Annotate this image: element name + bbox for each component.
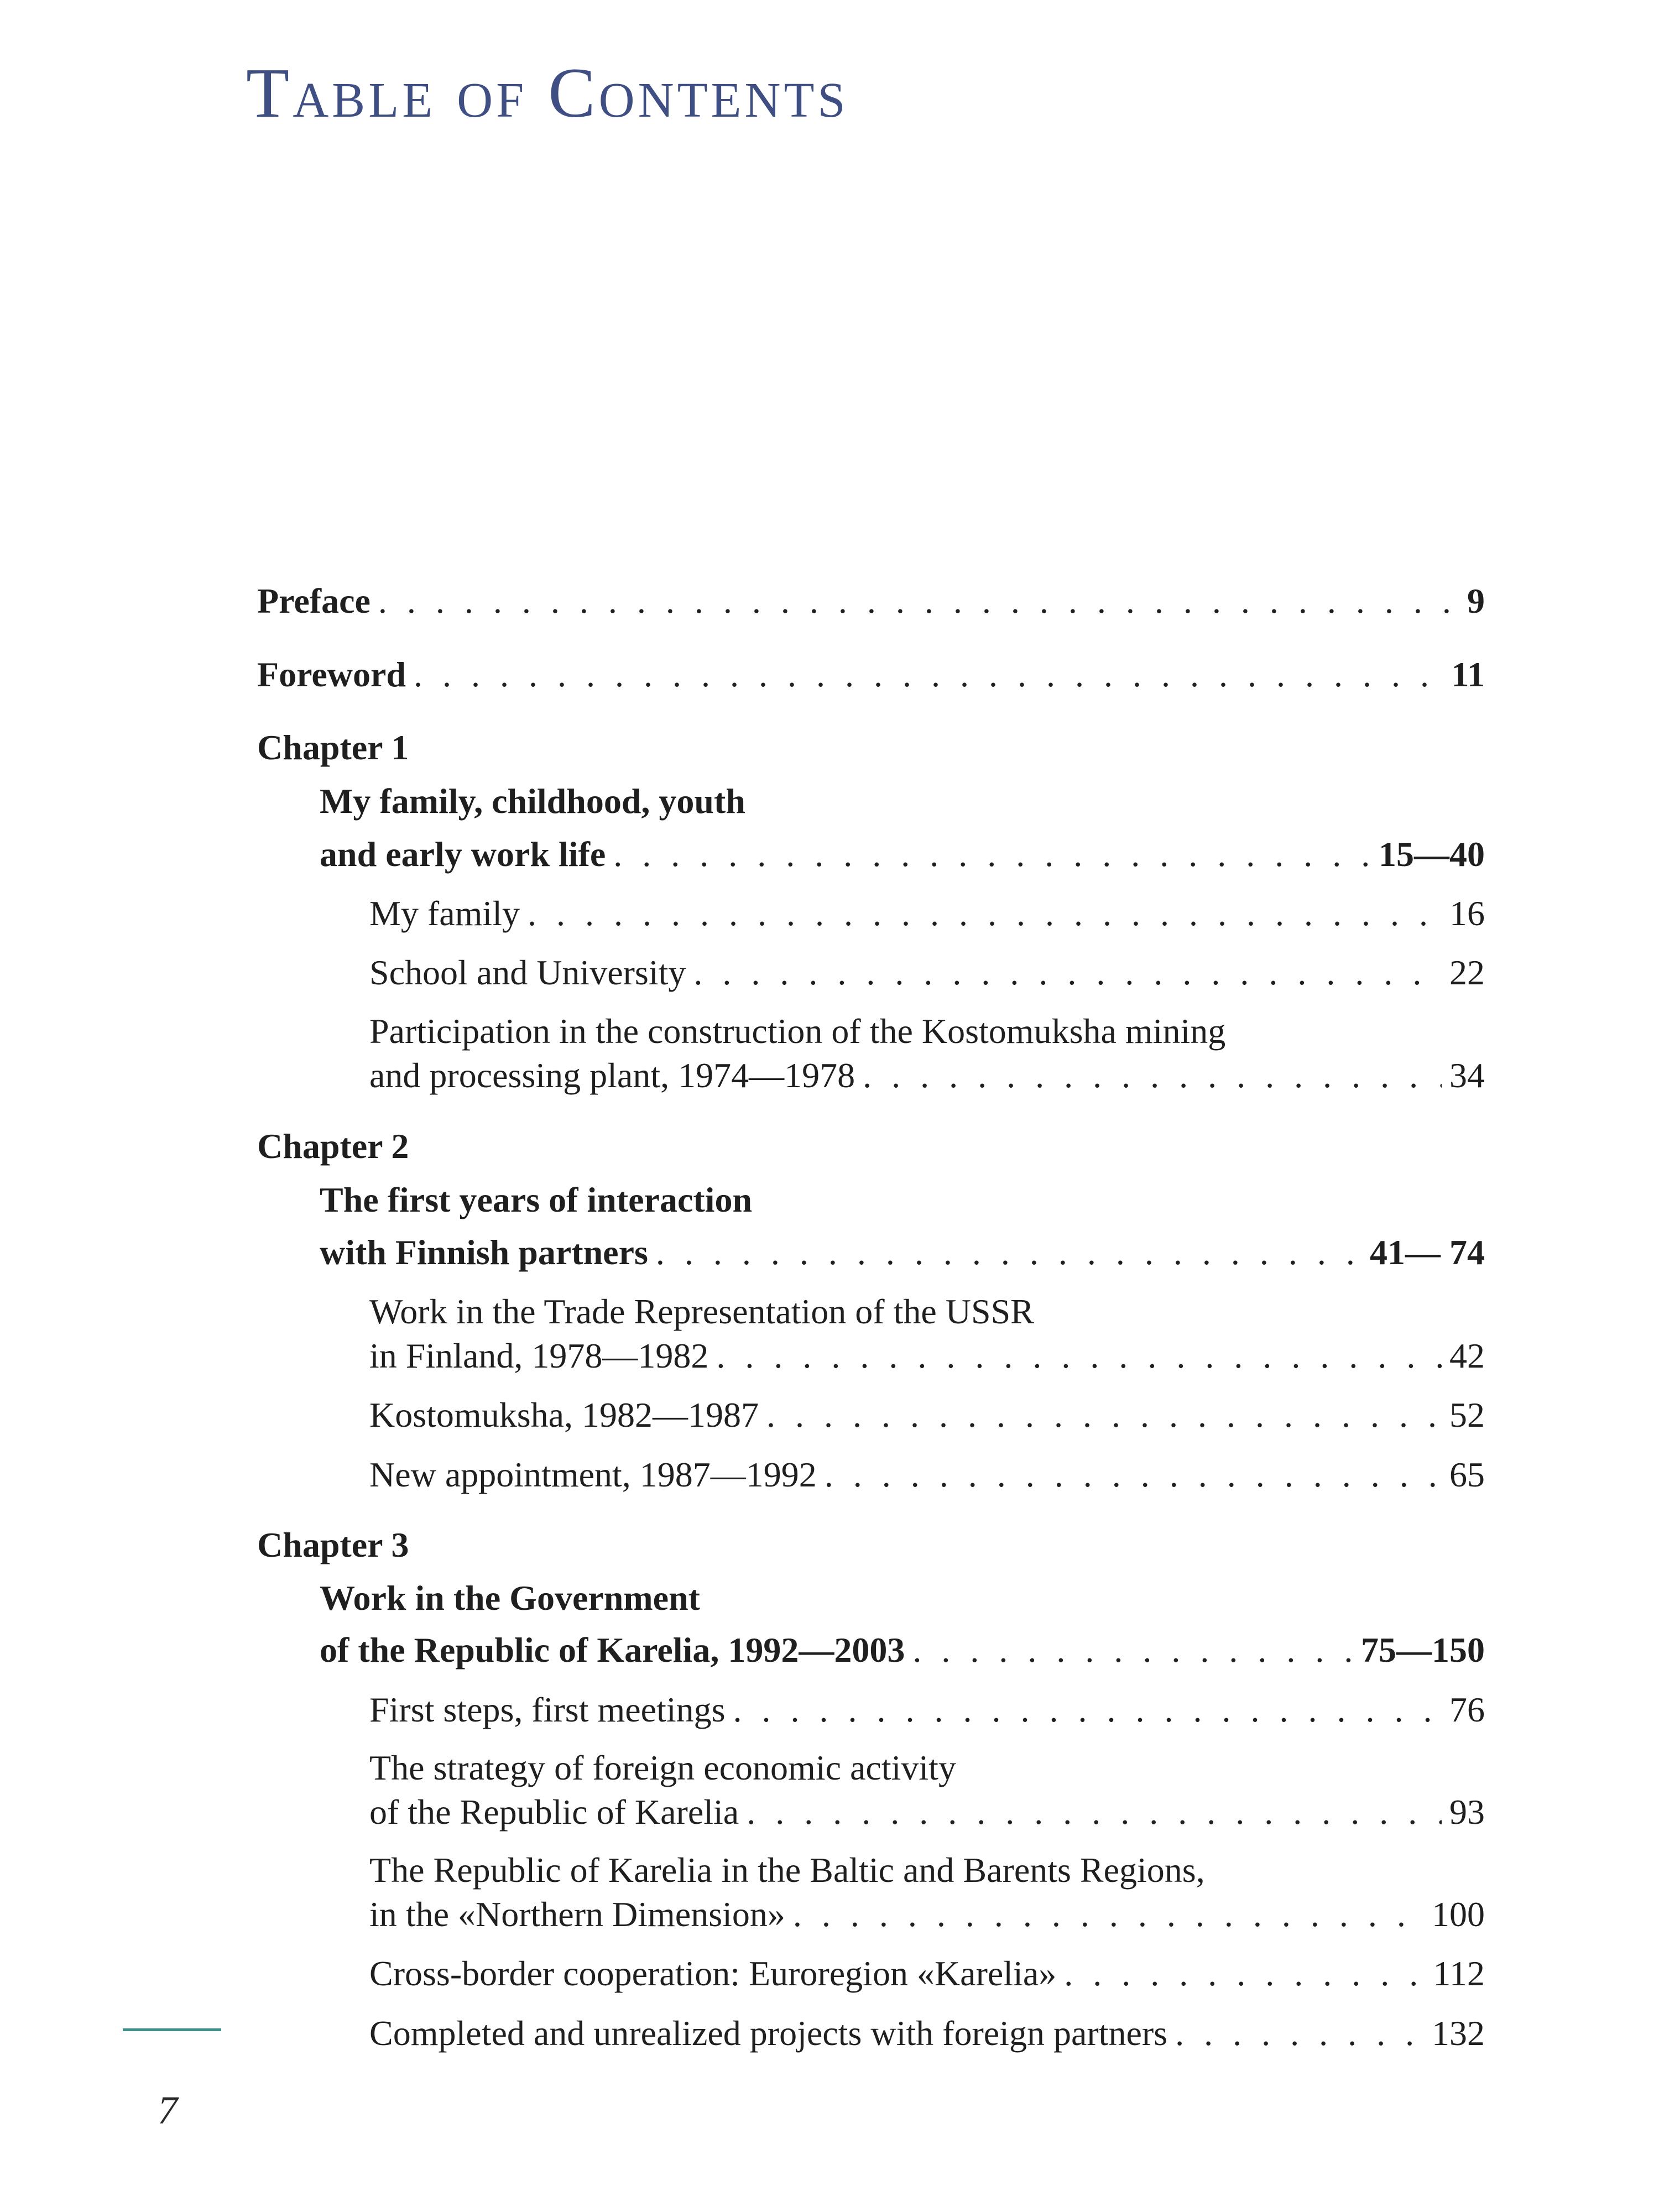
chapter-title-line[interactable]: My family, childhood, youth bbox=[320, 781, 745, 821]
toc-entry-chapter-1[interactable] bbox=[320, 834, 1485, 875]
page-number: 76 bbox=[1449, 1690, 1485, 1729]
dot-leader bbox=[716, 1335, 1442, 1376]
entry-label: Foreword bbox=[257, 655, 406, 694]
toc-entry-chapter-3[interactable] bbox=[320, 1630, 1485, 1671]
toc-entry-section[interactable]: and processing plant, 1974—1978 . . . 34 bbox=[369, 1055, 1485, 1096]
page-number: 100 bbox=[1432, 1895, 1485, 1934]
dot-leader bbox=[378, 581, 1459, 622]
page-number-folio: 7 bbox=[158, 2088, 178, 2132]
toc-entry-section[interactable]: First steps, first meetings . . . 76 bbox=[369, 1689, 1485, 1730]
toc-entry-section[interactable]: Kostomuksha, 1982—1987 . . . 52 bbox=[369, 1395, 1485, 1436]
toc-entry-section[interactable]: School and University . . . 22 bbox=[369, 952, 1485, 993]
page-number: 112 bbox=[1433, 1954, 1485, 1993]
dot-leader bbox=[656, 1232, 1362, 1273]
dot-leader bbox=[747, 1792, 1442, 1833]
page-range: 75—150 bbox=[1361, 1630, 1485, 1670]
toc-entry-section[interactable]: in Finland, 1978—1982 . . . 42 bbox=[369, 1335, 1485, 1376]
chapter-label: Chapter 1 bbox=[257, 728, 409, 767]
dot-leader bbox=[863, 1055, 1442, 1096]
page-title: Table of Contents bbox=[246, 54, 849, 132]
page-number: 52 bbox=[1449, 1395, 1485, 1434]
page-number: 93 bbox=[1449, 1792, 1485, 1832]
dot-leader bbox=[613, 834, 1371, 875]
dot-leader bbox=[1064, 1953, 1425, 1994]
dot-leader bbox=[1175, 2013, 1424, 2054]
margin-rule bbox=[123, 2028, 221, 2031]
section-text-line: Work in the Trade Representation of the USSR bbox=[369, 1292, 1034, 1331]
dot-leader bbox=[693, 952, 1442, 993]
toc-entry-chapter-2[interactable] bbox=[320, 1232, 1485, 1273]
toc-entry-section[interactable]: Completed and unrealized projects with foreign partners . . . 132 bbox=[369, 2013, 1485, 2054]
toc-entry-section[interactable]: New appointment, 1987—1992 . . . 65 bbox=[369, 1454, 1485, 1495]
page-number: 16 bbox=[1449, 894, 1485, 933]
entry-label: and early work life bbox=[320, 834, 606, 874]
toc-entry-preface[interactable] bbox=[257, 581, 1485, 622]
chapter-title-line[interactable]: Work in the Government bbox=[320, 1578, 700, 1618]
page-number: 9 bbox=[1467, 581, 1485, 620]
section-text-line: Participation in the construction of the Kostomuksha mining bbox=[369, 1011, 1226, 1051]
dot-leader bbox=[414, 654, 1444, 695]
dot-leader bbox=[528, 893, 1442, 934]
page-number: 65 bbox=[1449, 1455, 1485, 1494]
page-number: 34 bbox=[1449, 1056, 1485, 1095]
toc-entry-section[interactable]: in the «Northern Dimension» . . . 100 bbox=[369, 1894, 1485, 1935]
dot-leader bbox=[766, 1395, 1442, 1436]
entry-label: of the Republic of Karelia, 1992—2003 bbox=[320, 1630, 905, 1670]
dot-leader bbox=[733, 1689, 1442, 1730]
page-range: 41— 74 bbox=[1370, 1233, 1485, 1272]
page-range: 15—40 bbox=[1379, 834, 1485, 874]
page-number: 22 bbox=[1449, 953, 1485, 992]
dot-leader bbox=[793, 1894, 1424, 1935]
toc-entry-section[interactable]: My family . . . 16 bbox=[369, 893, 1485, 934]
page-number: 42 bbox=[1449, 1336, 1485, 1375]
dot-leader bbox=[912, 1630, 1353, 1671]
entry-label: Preface bbox=[257, 581, 371, 620]
chapter-label: Chapter 3 bbox=[257, 1525, 409, 1564]
toc-entry-foreword[interactable] bbox=[257, 654, 1485, 695]
page-number: 132 bbox=[1432, 2013, 1485, 2053]
toc-entry-section[interactable]: Cross-border cooperation: Euroregion «Karelia» . . . 112 bbox=[369, 1953, 1485, 1994]
entry-label: with Finnish partners bbox=[320, 1233, 648, 1272]
page-number: 11 bbox=[1451, 655, 1485, 694]
toc-entry-section[interactable]: of the Republic of Karelia . . . 93 bbox=[369, 1792, 1485, 1833]
dot-leader bbox=[825, 1454, 1442, 1495]
chapter-label: Chapter 2 bbox=[257, 1126, 409, 1166]
section-text-line: The Republic of Karelia in the Baltic and Barents Regions, bbox=[369, 1850, 1205, 1890]
section-text-line: The strategy of foreign economic activity bbox=[369, 1748, 956, 1787]
chapter-title-line[interactable]: The first years of interaction bbox=[320, 1180, 753, 1219]
